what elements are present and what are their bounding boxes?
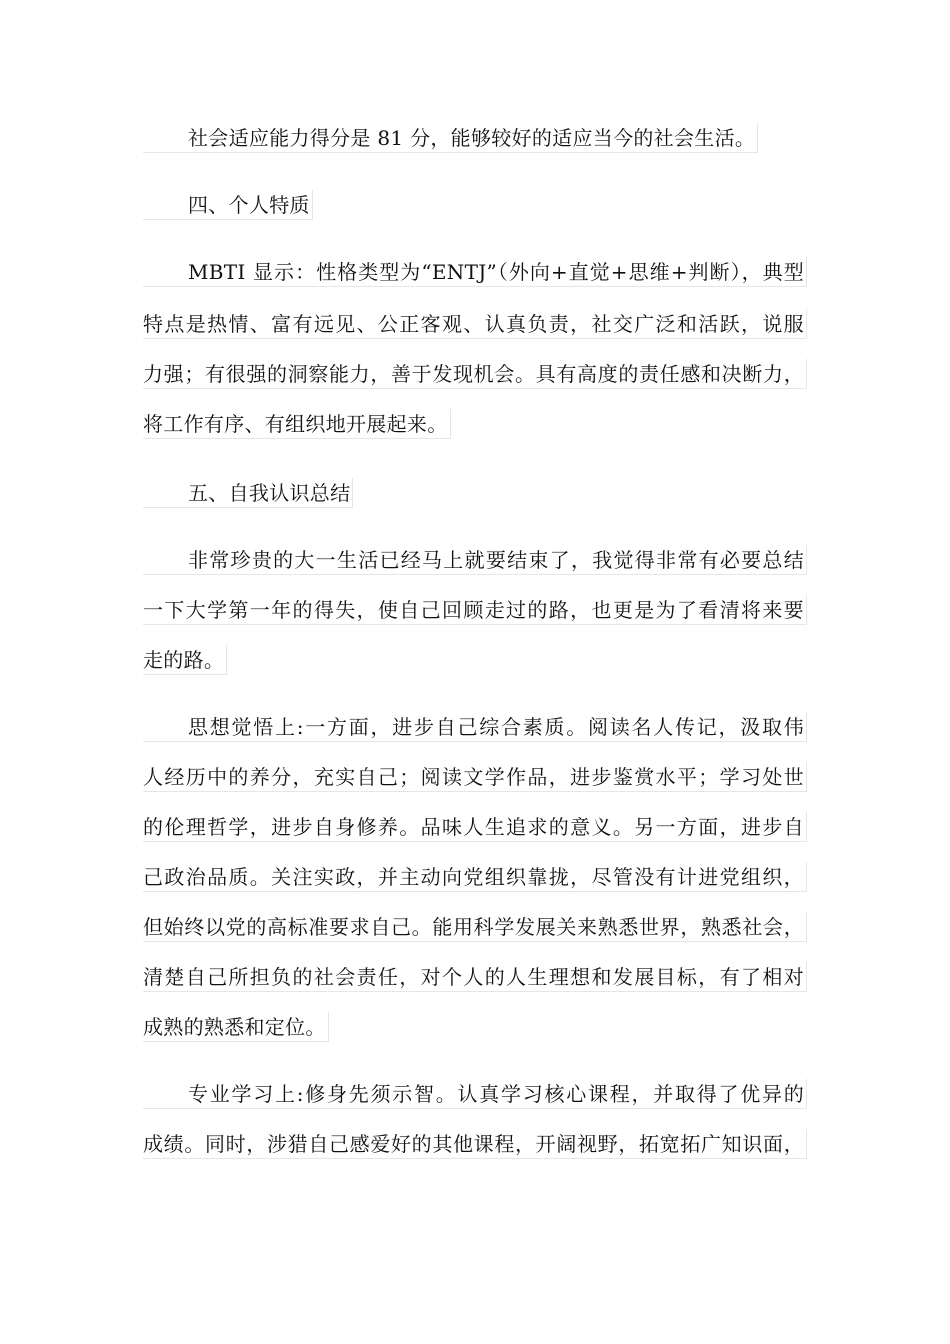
text-line-social-adaptability: 社会适应能力得分是 81 分，能够较好的适应当今的社会生活。 (143, 123, 758, 153)
text-line-ideology-5: 但始终以党的高标准要求自己。能用科学发展关来熟悉世界，熟悉社会， (143, 912, 807, 942)
text-line-mbti-2: 特点是热情、富有远见、公正客观、认真负责，社交广泛和活跃，说服 (143, 309, 807, 339)
section-heading-self-summary: 五、自我认识总结 (143, 478, 353, 508)
text-line-ideology-2: 人经历中的养分，充实自己；阅读文学作品，进步鉴赏水平；学习处世 (143, 762, 807, 792)
text-line-ideology-7: 成熟的熟悉和定位。 (143, 1012, 329, 1042)
text-line-summary-3: 走的路。 (143, 645, 227, 675)
text-line-summary-1: 非常珍贵的大一生活已经马上就要结束了，我觉得非常有必要总结 (143, 545, 807, 575)
text-line-ideology-3: 的伦理哲学，进步自身修养。品味人生追求的意义。另一方面，进步自 (143, 812, 807, 842)
text-line-ideology-4: 己政治品质。关注实政，并主动向党组织靠拢，尽管没有计进党组织， (143, 862, 807, 892)
text-line-study-1: 专业学习上:修身先须示智。认真学习核心课程，并取得了优异的 (143, 1079, 807, 1109)
text-line-mbti-4: 将工作有序、有组织地开展起来。 (143, 409, 451, 439)
text-line-mbti-3: 力强；有很强的洞察能力，善于发现机会。具有高度的责任感和决断力， (143, 359, 807, 389)
text-line-ideology-6: 清楚自己所担负的社会责任，对个人的人生理想和发展目标，有了相对 (143, 962, 807, 992)
text-line-study-2: 成绩。同时，涉猎自己感爱好的其他课程，开阔视野，拓宽拓广知识面， (143, 1129, 807, 1159)
section-heading-personal-traits: 四、个人特质 (143, 190, 313, 220)
text-line-summary-2: 一下大学第一年的得失，使自己回顾走过的路，也更是为了看清将来要 (143, 595, 807, 625)
text-line-mbti: MBTI 显示：性格类型为“ENTJ”（外向+直觉+思维+判断），典型 (143, 257, 807, 287)
text-line-ideology-1: 思想觉悟上:一方面，进步自己综合素质。阅读名人传记，汲取伟 (143, 712, 807, 742)
